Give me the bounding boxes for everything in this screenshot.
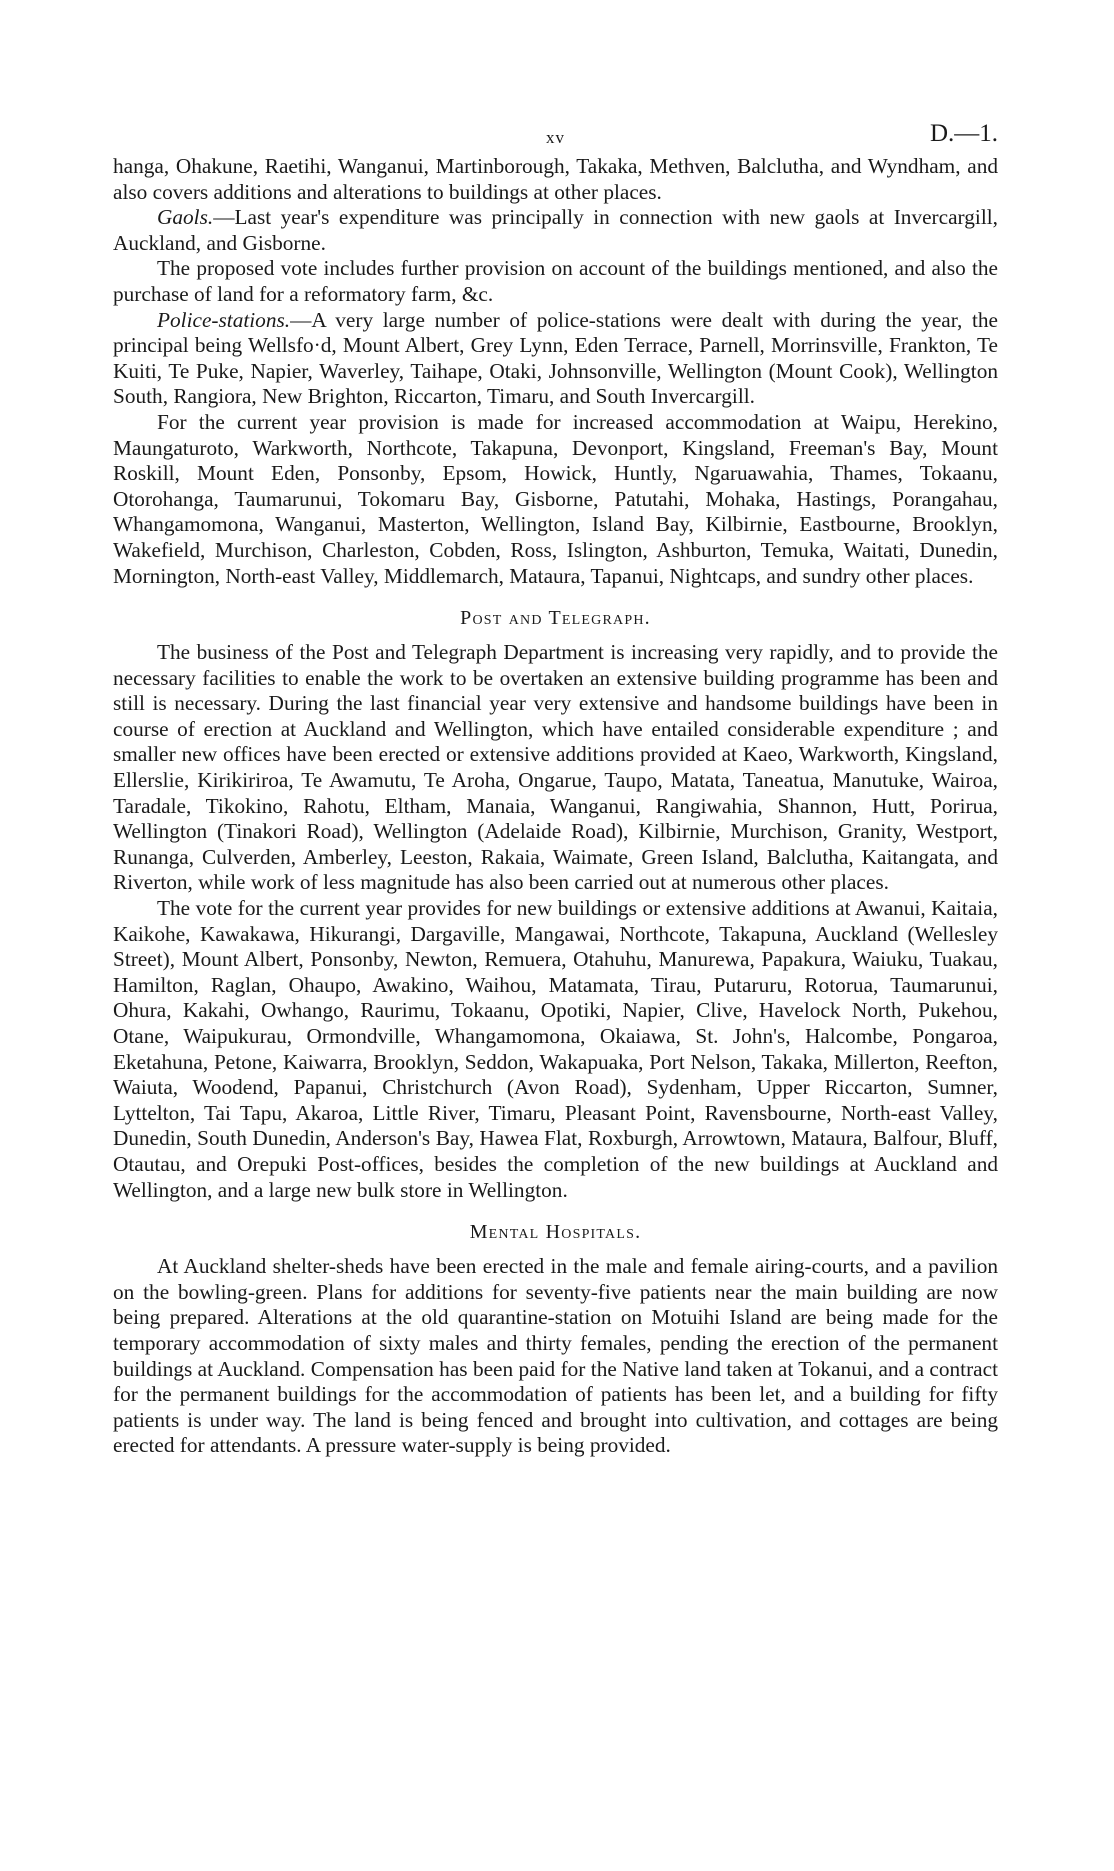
document-page [113,120,998,1459]
paragraph: At Auckland shelter-sheds have been erected in the male and female airing-courts, and a pavilion on the bowling-green. Plans for additions for seventy-five patients near the main building are now being prepared. Alterations at the old quarantine-station on Motuihi Island are being made for the temporary accommodation of sixty males and thirty females, pending the erection of the permanent buildings at Auckland. Compensation has been paid for the Native land taken at Tokanui, and a contract for the permanent buildings for the accommodation of patients has been let, and a building for fifty patients is under way. The land is being fenced and brought into cultivation, and cottages are being erected for attendants. A pressure water-supply is being provided. [113,1254,998,1458]
paragraph: For the current year provision is made for increased accommodation at Waipu, Herekino, Maungaturoto, Warkworth, Northcote, Takapuna, Devonport, Kingsland, Freeman's Bay, Mount Roskill, Mount Eden, Ponsonby, Epsom, Howick, Huntly, Ngaruawahia, Thames, Tokaanu, Otorohanga, Taumarunui, Tokomaru Bay, Gisborne, Patutahi, Mohaka, Hastings, Porangahau, Whangamomona, Wanganui, Masterton, Wellington, Island Bay, Kilbirnie, Eastbourne, Brooklyn, Wakefield, Murchison, Charleston, Cobden, Ross, Islington, Ashburton, Temuka, Waitati, Dunedin, Mornington, North-east Valley, Middlemarch, Mataura, Tapanui, Nightcaps, and sundry other places. [113,409,998,588]
paragraph-police-stations [113,308,998,410]
section-heading-mental-hospitals: Mental Hospitals. [469,1221,642,1244]
document-reference: D.—1. [929,120,998,147]
paragraph: The vote for the current year provides for new buildings or extensive additions at Awanui, Kaitaia, Kaikohe, Kawakawa, Hikurangi, Dargaville, Mangawai, Northcote, Takapuna, Auckland (Wellesley Street), Mount Albert, Ponsonby, Newton, Remuera, Otahuhu, Manurewa, Papakura, Waiuku, Tuakau, Hamilton, Raglan, Ohaupo, Awakino, Waihou, Matamata, Tirau, Putaruru, Rotorua, Taumarunui, Ohura, Kakahi, Owhango, Raurimu, Tokaanu, Opotiki, Napier, Clive, Havelock North, Pukehou, Otane, Waipukurau, Ormondville, Whangamomona, Okaiawa, St. John's, Halcombe, Pongaroa, Eketahuna, Petone, Kaiwarra, Brooklyn, Seddon, Wakapuaka, Port Nelson, Takaka, Millerton, Reefton, Waiuta, Woodend, Papanui, Christchurch (Avon Road), Sydenham, Upper Riccarton, Sumner, Lyttelton, Tai Tapu, Akaroa, Little River, Timaru, Pleasant Point, Ravensbourne, North-east Valley, Dunedin, South Dunedin, Anderson's Bay, Hawea Flat, Roxburgh, Arrowtown, Mataura, Balfour, Bluff, Otautau, and Orepuki Post-offices, besides the completion of the new buildings at Auckland and Wellington, and a large new bulk store in Wellington. [113,896,998,1202]
paragraph: The business of the Post and Telegraph Department is increasing very rapidly, and to provide the necessary facilities to enable the work to be overtaken an extensive building programme has been and still is necessary. During the last financial year very extensive and handsome buildings have been in course of erection at Auckland and Wellington, which have entailed considerable expenditure ; and smaller new offices have been erected or extensive additions provided at Kaeo, Warkworth, Kingsland, Ellerslie, Kirikiriroa, Te Awamutu, Te Aroha, Ongarue, Taupo, Matata, Taneatua, Manutuke, Wairoa, Taradale, Tikokino, Rahotu, Eltham, Manaia, Wanganui, Rangiwahia, Shannon, Hutt, Porirua, Wellington (Tinakori Road), Wellington (Adelaide Road), Kilbirnie, Murchison, Granity, Westport, Runanga, Culverden, Amberley, Leeston, Rakaia, Waimate, Green Island, Balclutha, Kaitangata, and Riverton, while work of less magnitude has also been carried out at numerous other places. [113,640,998,895]
run-in-heading: Police-stations. [157,307,291,332]
section-heading-post-telegraph: Post and Telegraph. [460,607,651,630]
paragraph: The proposed vote includes further provision on account of the buildings mentioned, and also the purchase of land for a reformatory farm, &c. [113,256,998,306]
page-header [113,120,998,154]
paragraph: hanga, Ohakune, Raetihi, Wanganui, Martinborough, Takaka, Methven, Balclutha, and Wyndham, and also covers additions and alterations to buildings at other places. [113,154,998,204]
paragraph-gaols [113,205,998,256]
page-number: xv [546,128,565,147]
run-in-heading: Gaols. [157,205,214,230]
paragraph-text: —A very large number of police-stations were dealt with during the year, the principal being Wellsfo·d, Mount Albert, Grey Lynn, Eden Terrace, Parnell, Morrinsville, Frankton, Te Kuiti, Te Puke, Napier, Waverley, Taihape, Otaki, Johnsonville, Wellington (Mount Cook), Wellington South, Rangiora, New Brighton, Riccarton, Timaru, and South Invercargill. [113,307,998,409]
paragraph-text: —Last year's expenditure was principally in connection with new gaols at Invercargill, Auckland, and Gisborne. [113,205,998,255]
